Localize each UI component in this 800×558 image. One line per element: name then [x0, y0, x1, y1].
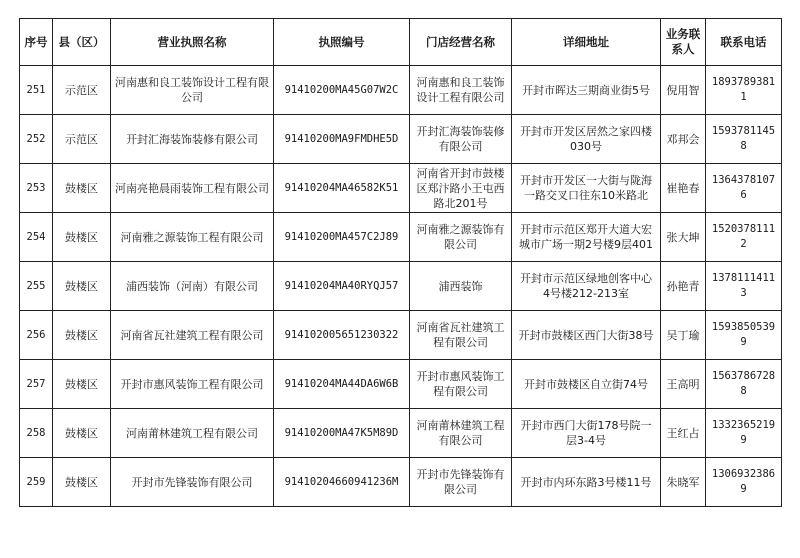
cell-seq: 257	[20, 360, 53, 409]
cell-license-name: 河南亮艳晨雨装饰工程有限公司	[111, 164, 274, 213]
cell-county: 鼓楼区	[53, 409, 111, 458]
cell-store-name: 浦西装饰	[410, 262, 512, 311]
cell-license-name: 河南莆林建筑工程有限公司	[111, 409, 274, 458]
cell-store-name: 开封市先锋装饰有限公司	[410, 458, 512, 507]
cell-phone: 15938505399	[706, 311, 782, 360]
cell-contact: 崔艳春	[661, 164, 706, 213]
cell-license-no: 91410200MA45G07W2C	[274, 66, 410, 115]
table-body	[20, 66, 782, 507]
cell-store-name: 河南莆林建筑工程有限公司	[410, 409, 512, 458]
cell-license-name: 浦西装饰（河南）有限公司	[111, 262, 274, 311]
cell-license-no: 91410204MA40RYQJ57	[274, 262, 410, 311]
cell-license-name: 开封市惠风装饰工程有限公司	[111, 360, 274, 409]
license-table-container	[19, 18, 781, 507]
cell-seq: 252	[20, 115, 53, 164]
cell-license-no: 91410200MA9FMDHE5D	[274, 115, 410, 164]
cell-store-name: 开封市惠风装饰工程有限公司	[410, 360, 512, 409]
header-phone: 联系电话	[706, 19, 782, 66]
cell-license-no: 91410204MA46582K51	[274, 164, 410, 213]
header-store-name: 门店经营名称	[410, 19, 512, 66]
header-license-name: 营业执照名称	[111, 19, 274, 66]
cell-store-name: 河南省开封市鼓楼区郑汴路小王屯西路北201号	[410, 164, 512, 213]
cell-license-no: 91410200MA457C2J89	[274, 213, 410, 262]
cell-phone: 13643781076	[706, 164, 782, 213]
cell-contact: 王红占	[661, 409, 706, 458]
cell-seq: 251	[20, 66, 53, 115]
cell-county: 示范区	[53, 66, 111, 115]
table-row	[20, 458, 782, 507]
header-address: 详细地址	[512, 19, 661, 66]
table-row	[20, 213, 782, 262]
cell-seq: 256	[20, 311, 53, 360]
cell-license-name: 开封汇海装饰装修有限公司	[111, 115, 274, 164]
cell-contact: 张大坤	[661, 213, 706, 262]
cell-seq: 253	[20, 164, 53, 213]
cell-phone: 18937893811	[706, 66, 782, 115]
cell-address: 开封市西门大街178号院一层3-4号	[512, 409, 661, 458]
cell-contact: 倪用智	[661, 66, 706, 115]
cell-license-no: 91410200MA47K5M89D	[274, 409, 410, 458]
cell-county: 鼓楼区	[53, 311, 111, 360]
cell-license-no: 91410204MA44DA6W6B	[274, 360, 410, 409]
cell-address: 开封市开发区一大街与陇海一路交叉口往东10米路北	[512, 164, 661, 213]
cell-seq: 254	[20, 213, 53, 262]
header-contact: 业务联系人	[661, 19, 706, 66]
table-row	[20, 409, 782, 458]
cell-county: 鼓楼区	[53, 458, 111, 507]
cell-license-name: 河南惠和良工装饰设计工程有限公司	[111, 66, 274, 115]
cell-address: 开封市鼓楼区西门大街38号	[512, 311, 661, 360]
cell-seq: 258	[20, 409, 53, 458]
cell-county: 示范区	[53, 115, 111, 164]
cell-store-name: 河南惠和良工装饰设计工程有限公司	[410, 66, 512, 115]
cell-phone: 15203781112	[706, 213, 782, 262]
header-row	[20, 19, 782, 66]
table-row	[20, 164, 782, 213]
cell-contact: 邓邦会	[661, 115, 706, 164]
cell-contact: 孙艳青	[661, 262, 706, 311]
cell-contact: 吴丁瑜	[661, 311, 706, 360]
cell-address: 开封市示范区绿地创客中心4号楼212-213室	[512, 262, 661, 311]
cell-phone: 15937811458	[706, 115, 782, 164]
cell-license-name: 河南省瓦社建筑工程有限公司	[111, 311, 274, 360]
header-seq: 序号	[20, 19, 53, 66]
table-row	[20, 115, 782, 164]
cell-phone: 13781114113	[706, 262, 782, 311]
cell-phone: 13323652199	[706, 409, 782, 458]
table-row	[20, 66, 782, 115]
table-row	[20, 262, 782, 311]
cell-contact: 王高明	[661, 360, 706, 409]
cell-license-no: 91410200565123032​2	[274, 311, 410, 360]
cell-county: 鼓楼区	[53, 360, 111, 409]
cell-address: 开封市晖达三期商业街5号	[512, 66, 661, 115]
header-county: 县（区）	[53, 19, 111, 66]
cell-address: 开封市内环东路3号楼11号	[512, 458, 661, 507]
cell-store-name: 河南雅之源装饰有限公司	[410, 213, 512, 262]
cell-store-name: 开封汇海装饰装修有限公司	[410, 115, 512, 164]
table-header	[20, 19, 782, 66]
header-license-no: 执照编号	[274, 19, 410, 66]
table-row	[20, 360, 782, 409]
cell-seq: 259	[20, 458, 53, 507]
cell-phone: 13069323869	[706, 458, 782, 507]
table-row	[20, 311, 782, 360]
cell-address: 开封市示范区郑开大道大宏城市广场一期2号楼9层401	[512, 213, 661, 262]
cell-address: 开封市鼓楼区自立街74号	[512, 360, 661, 409]
cell-county: 鼓楼区	[53, 262, 111, 311]
cell-county: 鼓楼区	[53, 164, 111, 213]
cell-store-name: 河南省瓦社建筑工程有限公司	[410, 311, 512, 360]
cell-phone: 15637867288	[706, 360, 782, 409]
cell-contact: 朱晓军	[661, 458, 706, 507]
cell-address: 开封市开发区居然之家四楼030号	[512, 115, 661, 164]
cell-license-name: 开封市先锋装饰有限公司	[111, 458, 274, 507]
license-table	[19, 18, 782, 507]
cell-county: 鼓楼区	[53, 213, 111, 262]
cell-license-name: 河南雅之源装饰工程有限公司	[111, 213, 274, 262]
cell-seq: 255	[20, 262, 53, 311]
cell-license-no: 914102046609412​36M	[274, 458, 410, 507]
